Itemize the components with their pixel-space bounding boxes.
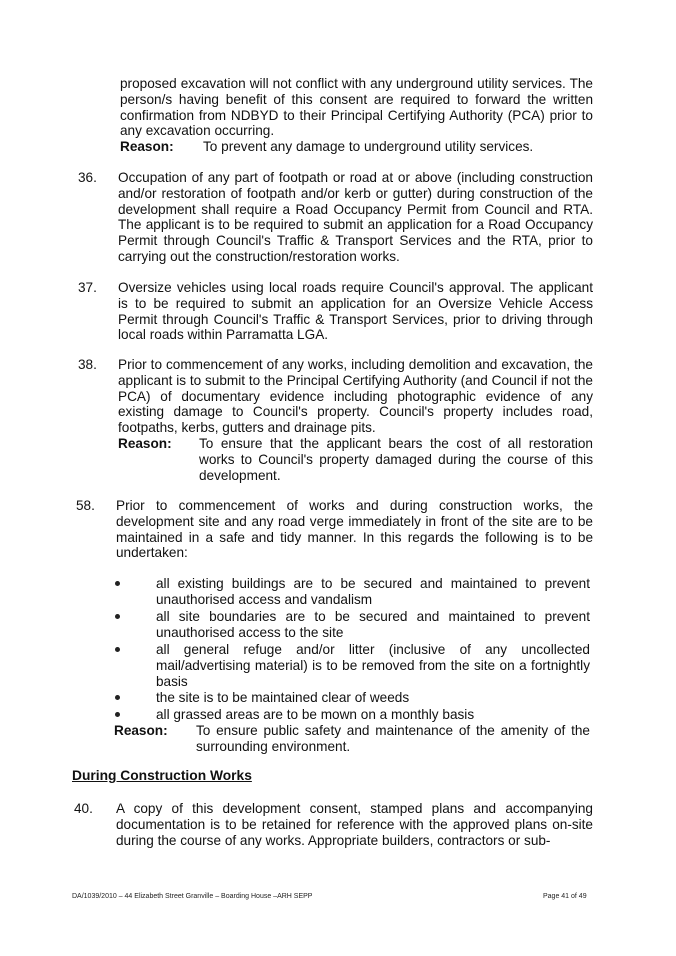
reason-text-58: To ensure public safety and maintenance of the amenity of the surrounding environment. <box>196 723 590 754</box>
reason-label-58: Reason: <box>114 723 168 738</box>
bullet-item: all site boundaries are to be secured and maintained to prevent unauthorised access to the site <box>156 609 590 640</box>
item-40-number: 40. <box>74 801 93 816</box>
bullet-item: all existing buildings are to be secured and maintained to prevent unauthorised access and vandalism <box>156 576 590 607</box>
paragraph-35-continued: proposed excavation will not conflict with any underground utility services. The person/s having benefit of this consent are required to forward the written confirmation from NDBYD to their Principal Certifying Authority (PCA) prior to any excavation occurring. <box>120 76 593 139</box>
bullet-dot <box>115 581 120 586</box>
bullet-dot <box>115 695 120 700</box>
section-heading: During Construction Works <box>72 768 252 783</box>
item-58-text: Prior to commencement of works and during construction works, the development site and any road verge immediately in front of the site are to be maintained in a safe and tidy manner. In this regards the following is to be undertaken: <box>116 498 593 561</box>
item-36-number: 36. <box>78 170 97 185</box>
bullet-item: all general refuge and/or litter (inclusive of any uncollected mail/advertising material) is to be removed from the site on a fortnightly basis <box>156 642 590 689</box>
reason-text-38: To ensure that the applicant bears the cost of all restoration works to Council's property damaged during the course of this development. <box>199 436 593 483</box>
item-40-text: A copy of this development consent, stamped plans and accompanying documentation is to be retained for reference with the approved plans on-site during the course of any works. Appropriate builders, contractors or sub- <box>116 801 593 848</box>
item-37-number: 37. <box>78 280 97 295</box>
reason-label-38: Reason: <box>118 436 172 451</box>
item-38-number: 38. <box>78 357 97 372</box>
footer-reference: DA/1039/2010 – 44 Elizabeth Street Granville – Boarding House –ARH SEPP <box>72 893 313 900</box>
reason-label-35: Reason: <box>120 139 174 154</box>
bullet-item: the site is to be maintained clear of weeds <box>156 690 410 705</box>
item-37-text: Oversize vehicles using local roads require Council's approval. The applicant is to be required to submit an application for an Oversize Vehicle Access Permit through Council's Traffic & Transport Services, prior to driving through local roads within Parramatta LGA. <box>118 280 593 343</box>
item-38-text: Prior to commencement of any works, including demolition and excavation, the applicant is to submit to the Principal Certifying Authority (and Council if not the PCA) of documentary evidence including photographic evidence of any existing damage to Council's property. Council's property includes road, footpaths, kerbs, gutters and drainage pits. <box>118 357 593 436</box>
item-36-text: Occupation of any part of footpath or road at or above (including construction and/or restoration of footpath and/or kerb or gutter) during construction of the development shall require a Road Occupancy Permit from Council and RTA. The applicant is to be required to submit an application for a Road Occupancy Permit through Council's Traffic & Transport Services and the RTA, prior to carrying out the construction/restoration works. <box>118 170 593 264</box>
footer-page-number: Page 41 of 49 <box>543 893 587 900</box>
item-58-number: 58. <box>76 498 95 513</box>
reason-text-35: To prevent any damage to underground utility services. <box>203 139 534 154</box>
bullet-dot <box>115 712 120 717</box>
bullet-dot <box>115 614 120 619</box>
bullet-dot <box>115 647 120 652</box>
bullet-item: all grassed areas are to be mown on a monthly basis <box>156 707 475 722</box>
